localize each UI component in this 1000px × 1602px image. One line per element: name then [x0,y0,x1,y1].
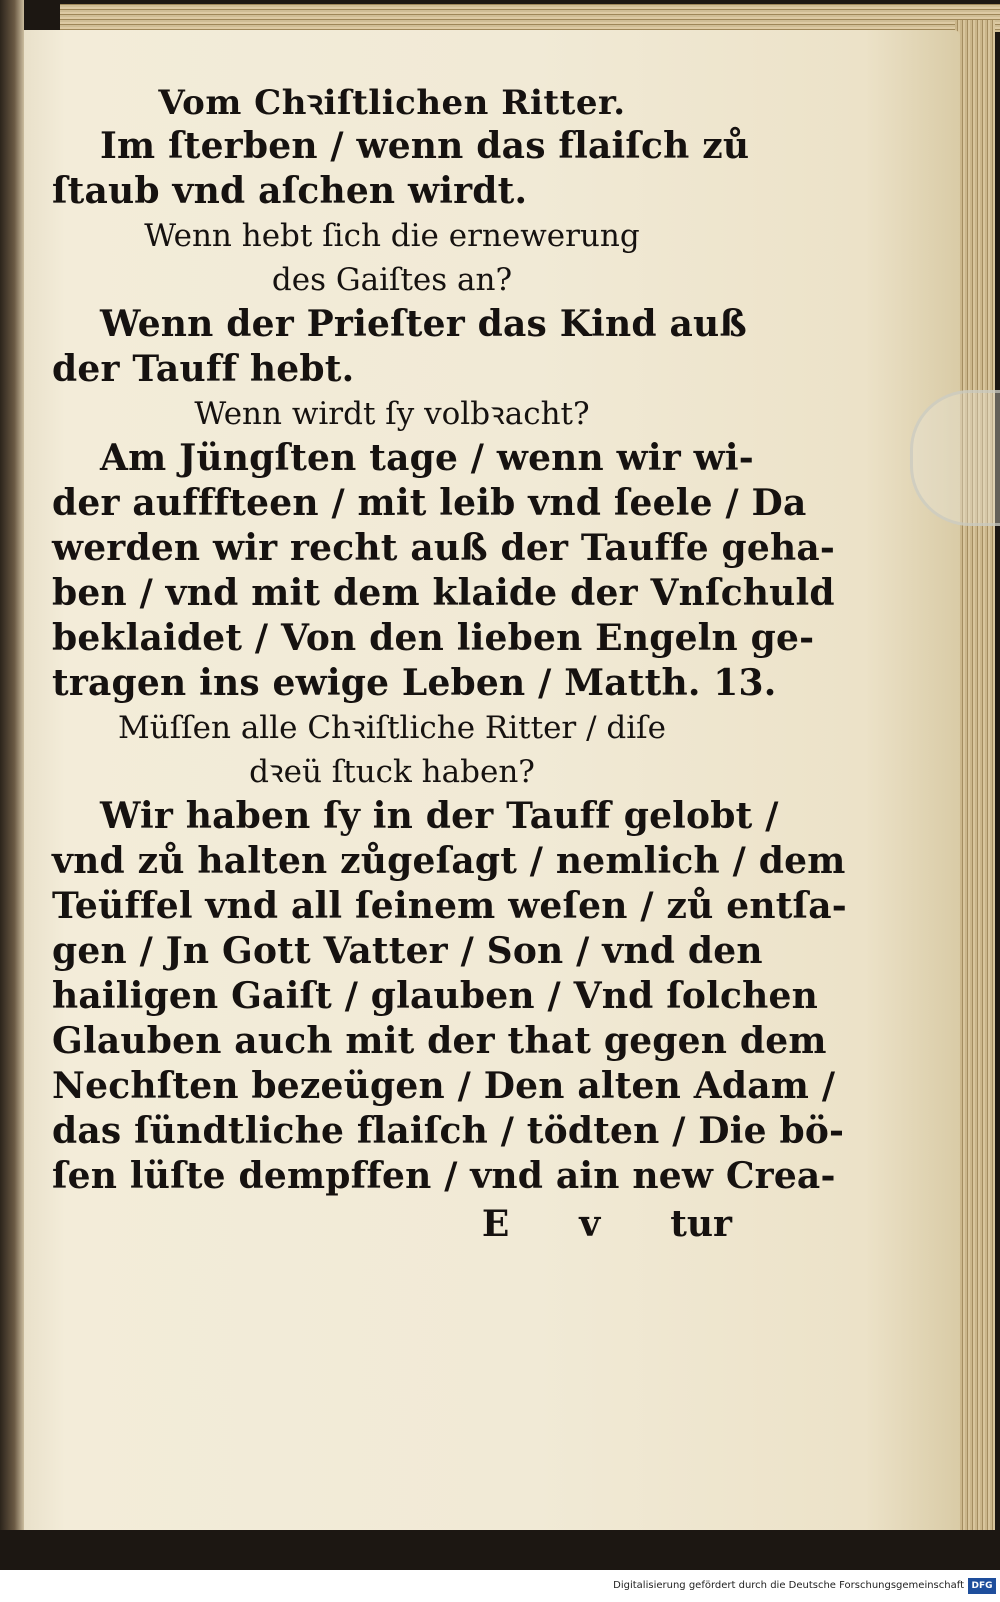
signature-mark: E [481,1203,510,1245]
text-line: hailigen Gaiſt / glauben / Vnd ſolchen [52,975,818,1017]
question-block-2 [52,392,732,436]
question-line: Wenn wirdt ſy volbꝛacht? [194,396,590,432]
question-block-3 [52,706,732,794]
text-line: tragen ins ewige Leben / Matth. 13. [52,662,777,704]
running-header: Vom Chꝛiſtlichen Ritter. [158,83,626,123]
text-line: der Tauff hebt. [52,348,355,390]
signature-catchword-line [52,1199,732,1249]
page-block-top-edge [60,4,1000,32]
catchword: tur [670,1203,732,1245]
question-line: Wenn hebt ſich die ernewerung [144,218,640,254]
dfg-logo: DFG [968,1578,996,1594]
text-line: ſtaub vnd aſchen wirdt. [52,170,528,212]
text-line: ben / vnd mit dem klaide der Vnſchuld [52,572,835,614]
text-line: Teüffel vnd all ſeinem weſen / zů entſa- [52,885,847,927]
text-line: Wir haben ſy in der Tauff gelobt / [100,795,779,837]
page-block-fore-edge [955,20,995,1530]
text-line: ſen lüſte dempffen / vnd ain new Crea- [52,1155,836,1197]
text-line: gen / Jn Gott Vatter / Son / vnd den [52,930,763,972]
text-line: vnd zů halten zůgeſagt / nemlich / dem [52,840,846,882]
text-line: werden wir recht auß der Tauffe geha- [52,527,836,569]
signature-number: v [579,1203,601,1245]
answer-block-3 [52,436,836,706]
text-line: Wenn der Prieſter das Kind auß [100,303,747,345]
book-gutter [0,0,24,1530]
question-block-1 [52,214,732,302]
text-line: der aufffteen / mit leib vnd ſeele / Da [52,482,807,524]
text-line: Im ſterben / wenn das flaiſch zů [100,125,750,167]
text-line: Glauben auch mit der that gegen dem [52,1020,827,1062]
answer-block-4 [52,794,847,1199]
text-line: das ſündtliche flaiſch / tödten / Die bö- [52,1110,845,1152]
answer-block-1 [52,124,750,214]
answer-block-2 [52,302,747,392]
text-line: beklaidet / Von den lieben Engeln ge- [52,617,815,659]
question-line: des Gaiſtes an? [271,262,513,298]
question-line: dꝛeü ſtuck haben? [249,754,535,790]
digitization-credit: Digitalisierung gefördert durch die Deutsche Forschungsgemeinschaft [613,1580,964,1591]
page-text [52,82,847,1249]
text-line: Am Jüngſten tage / wenn wir wi- [100,437,754,479]
question-line: Müſſen alle Chꝛiſtliche Ritter / diſe [118,710,666,746]
text-line: Nechſten bezeügen / Den alten Adam / [52,1065,836,1107]
